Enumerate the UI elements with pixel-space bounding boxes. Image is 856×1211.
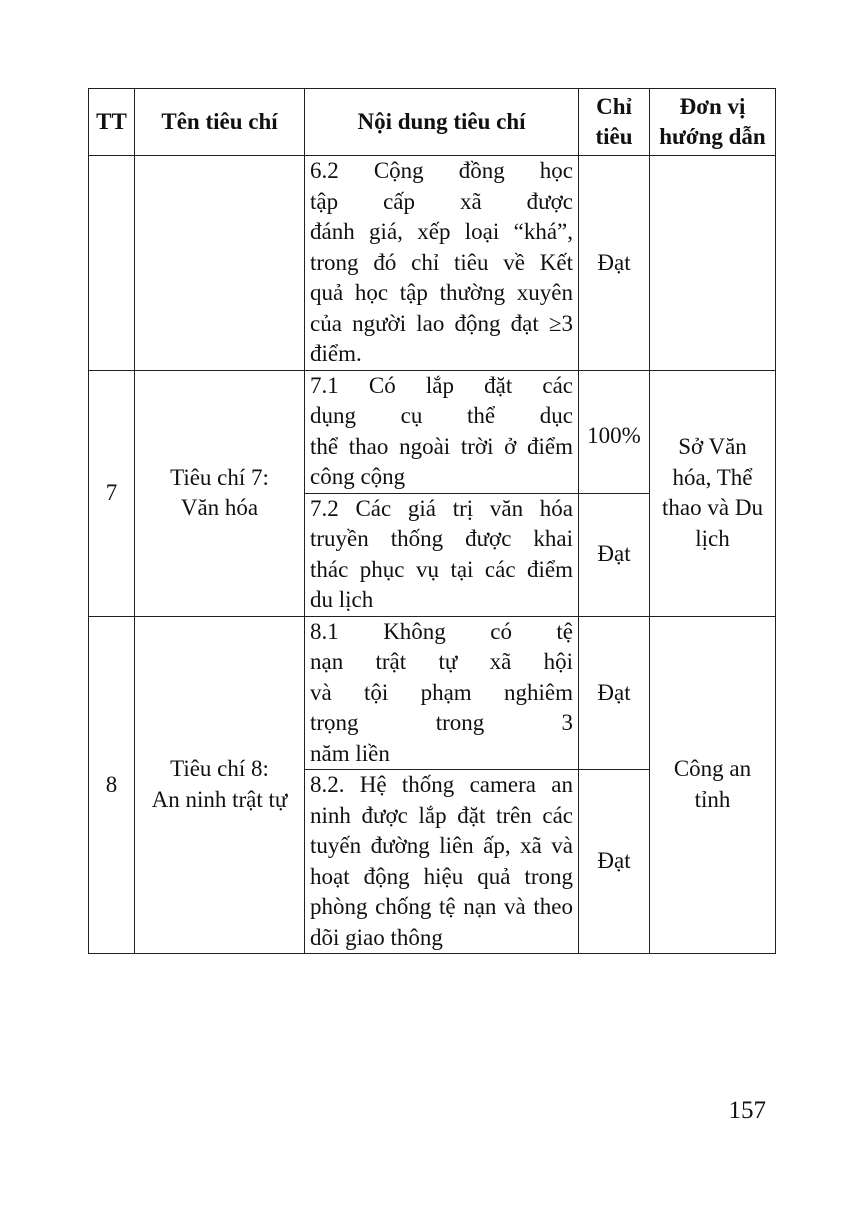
- cell-content: [305, 493, 579, 616]
- unit-line: hóa, Thể: [672, 464, 753, 490]
- content-line: quả học tập thường xuyên: [310, 280, 573, 305]
- criteria-table: [88, 88, 776, 954]
- header-target-line2: tiêu: [595, 124, 633, 149]
- content-line: dụng cụ thể dục: [310, 403, 573, 428]
- page-number: 157: [728, 1097, 766, 1124]
- content-line: trong đó chỉ tiêu về Kết: [310, 249, 573, 275]
- criterion-name-line2: An ninh trật tự: [151, 786, 288, 812]
- cell-name: [135, 156, 305, 371]
- content-line: tập cấp xã được: [310, 188, 573, 214]
- cell-target: Đạt: [579, 493, 650, 616]
- header-unit-line1: Đơn vị: [679, 94, 746, 119]
- content-line: truyền thống được khai: [310, 526, 573, 551]
- content-line: 7.1 Có lắp đặt các: [310, 372, 573, 398]
- content-line: trọng trong 3: [310, 710, 573, 735]
- content-line: và tội phạm nghiêm: [310, 679, 573, 705]
- cell-tt: 8: [89, 616, 135, 954]
- unit-line: thao và Du: [662, 495, 763, 520]
- content-line: 8.2. Hệ thống camera an: [310, 772, 573, 797]
- content-line: 6.2 Cộng đồng học: [310, 158, 573, 183]
- content-line: tuyến đường liên ấp, xã và: [310, 833, 573, 858]
- content-line: đánh giá, xếp loại “khá”,: [310, 219, 573, 244]
- unit-line: Công an: [673, 756, 752, 782]
- table-row: [89, 616, 776, 770]
- content-line: nạn trật tự xã hội: [310, 649, 573, 674]
- cell-target: Đạt: [579, 616, 650, 770]
- header-content: Nội dung tiêu chí: [305, 89, 579, 156]
- content-line: du lịch: [310, 587, 374, 612]
- header-unit: [650, 89, 776, 156]
- table-header-row: [89, 89, 776, 156]
- cell-content: [305, 370, 579, 493]
- criterion-name-line1: Tiêu chí 7:: [170, 464, 269, 490]
- cell-target: 100%: [579, 370, 650, 493]
- header-target: [579, 89, 650, 156]
- table-row: [89, 370, 776, 493]
- cell-tt: [89, 156, 135, 371]
- criterion-name-line2: Văn hóa: [180, 495, 259, 520]
- cell-target: Đạt: [579, 156, 650, 371]
- header-unit-line2: hướng dẫn: [659, 124, 766, 149]
- unit-line: lịch: [695, 525, 730, 551]
- content-line: công cộng: [310, 464, 406, 489]
- header-tt: TT: [89, 89, 135, 156]
- cell-content: [305, 616, 579, 770]
- cell-unit: [650, 370, 776, 616]
- header-name: Tên tiêu chí: [135, 89, 305, 156]
- content-line: năm liền: [310, 740, 390, 766]
- cell-unit: [650, 616, 776, 954]
- content-line: điểm.: [310, 341, 362, 366]
- cell-content: [305, 156, 579, 371]
- unit-line: Sở Văn: [678, 434, 747, 459]
- content-line: thác phục vụ tại các điểm: [310, 556, 573, 582]
- cell-unit: [650, 156, 776, 371]
- table-row: [89, 156, 776, 371]
- content-line: 7.2 Các giá trị văn hóa: [310, 495, 573, 521]
- content-line: dõi giao thông: [310, 924, 443, 950]
- cell-name: [135, 616, 305, 954]
- content-line: ninh được lắp đặt trên các: [310, 802, 573, 828]
- cell-content: [305, 770, 579, 954]
- cell-name: [135, 370, 305, 616]
- content-line: phòng chống tệ nạn và theo: [310, 894, 573, 919]
- content-line: hoạt động hiệu quả trong: [310, 863, 573, 889]
- content-line: của người lao động đạt ≥3: [310, 310, 573, 336]
- unit-line: tỉnh: [694, 786, 731, 812]
- cell-tt: 7: [89, 370, 135, 616]
- content-line: 8.1 Không có tệ: [310, 618, 573, 644]
- cell-target: Đạt: [579, 770, 650, 954]
- content-line: thể thao ngoài trời ở điểm: [310, 433, 573, 459]
- header-target-line1: Chỉ: [596, 94, 632, 119]
- criterion-name-line1: Tiêu chí 8:: [170, 756, 269, 782]
